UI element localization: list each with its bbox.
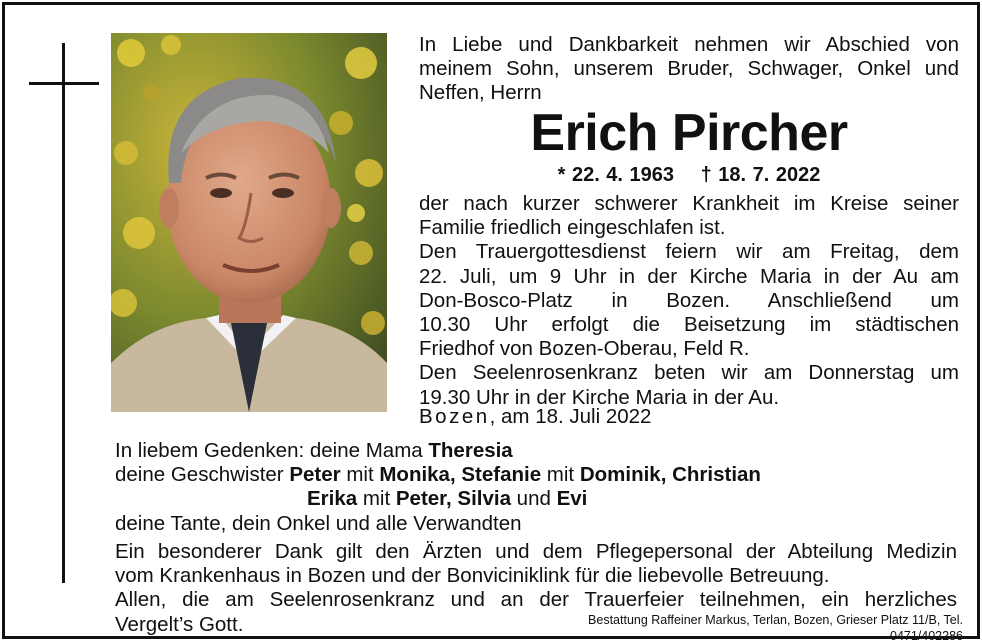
mourner-name: Peter xyxy=(289,463,341,487)
body-line: der nach kurzer schwerer Krankheit im Kreise seiner xyxy=(419,192,959,215)
cross-icon-bar xyxy=(29,82,99,85)
mourners-list xyxy=(115,439,875,536)
portrait-illustration xyxy=(111,33,387,412)
portrait-photo xyxy=(111,33,387,412)
body-line: Den Trauergottesdienst feiern wir am Freitag, dem xyxy=(419,240,959,264)
cross-icon xyxy=(62,43,65,583)
body-line: Familie friedlich eingeschlafen ist. xyxy=(419,216,726,240)
mourner-name: Dominik, Christian xyxy=(579,463,761,487)
mourners-line: deine Tante, dein Onkel und alle Verwandten xyxy=(115,511,522,535)
intro-line: In Liebe und Dankbarkeit nehmen wir Abschied von xyxy=(419,33,959,56)
place-city: Bozen xyxy=(419,405,490,428)
body-line: 19.30 Uhr in der Kirche Maria in der Au. xyxy=(419,385,780,409)
mourner-name: Erika xyxy=(307,487,358,511)
place-date xyxy=(419,405,959,429)
thanks-line: Ein besonderer Dank gilt den Ärzten und dem Pflegepersonal der Abteilung Medizin xyxy=(115,540,957,563)
mourner-name: Peter, Silvia xyxy=(395,487,511,511)
mourners-line xyxy=(115,439,875,463)
obituary-card xyxy=(2,2,980,643)
intro-line: meinem Sohn, unserem Bruder, Schwager, Onkel und xyxy=(419,57,959,81)
intro-line: Neffen, Herrn xyxy=(419,81,542,105)
thanks-line: Vergelt’s Gott. xyxy=(115,612,244,636)
mourner-name: Monika, Stefanie xyxy=(379,463,542,487)
funeral-home-footer: Bestattung Raffeiner Markus, Terlan, Bozen, Grieser Platz 11/B, Tel. 0471/402286 xyxy=(588,613,963,643)
mourner-text: mit xyxy=(357,487,396,511)
death-date: † 18. 7. 2022 xyxy=(700,164,821,186)
life-dates xyxy=(419,162,959,188)
body-line: Friedhof von Bozen-Oberau, Feld R. xyxy=(419,337,750,361)
thanks-line: Allen, die am Seelenrosenkranz und an der Trauerfeier teilnehmen, ein herzliches xyxy=(115,588,957,612)
thanks-line: vom Krankenhaus in Bozen und der Bonviciniklink für die liebevolle Betreuung. xyxy=(115,564,830,588)
birth-date: * 22. 4. 1963 xyxy=(557,164,675,186)
mourners-line xyxy=(115,487,875,511)
service-text xyxy=(419,192,959,410)
place-date-text: , am 18. Juli 2022 xyxy=(489,405,652,428)
intro-text xyxy=(419,33,959,106)
mourner-name: Theresia xyxy=(428,439,513,462)
mourner-text: In liebem Gedenken: deine Mama xyxy=(115,439,429,462)
deceased-name: Erich Pircher xyxy=(530,104,848,162)
body-line: Don-Bosco-Platz in Bozen. Anschließend um xyxy=(419,288,959,312)
mourner-name: Evi xyxy=(556,487,588,511)
mourner-text: deine Geschwister xyxy=(115,463,290,487)
body-line: Den Seelenrosenkranz beten wir am Donnerstag um xyxy=(419,361,959,385)
body-line: 10.30 Uhr erfolgt die Beisetzung im städtischen xyxy=(419,313,959,337)
mourners-line xyxy=(115,463,875,487)
mourner-text: und xyxy=(510,487,557,511)
mourner-text: mit xyxy=(340,463,380,487)
mourner-text: mit xyxy=(541,463,580,487)
body-line: 22. Juli, um 9 Uhr in der Kirche Maria in der Au am xyxy=(419,264,959,288)
